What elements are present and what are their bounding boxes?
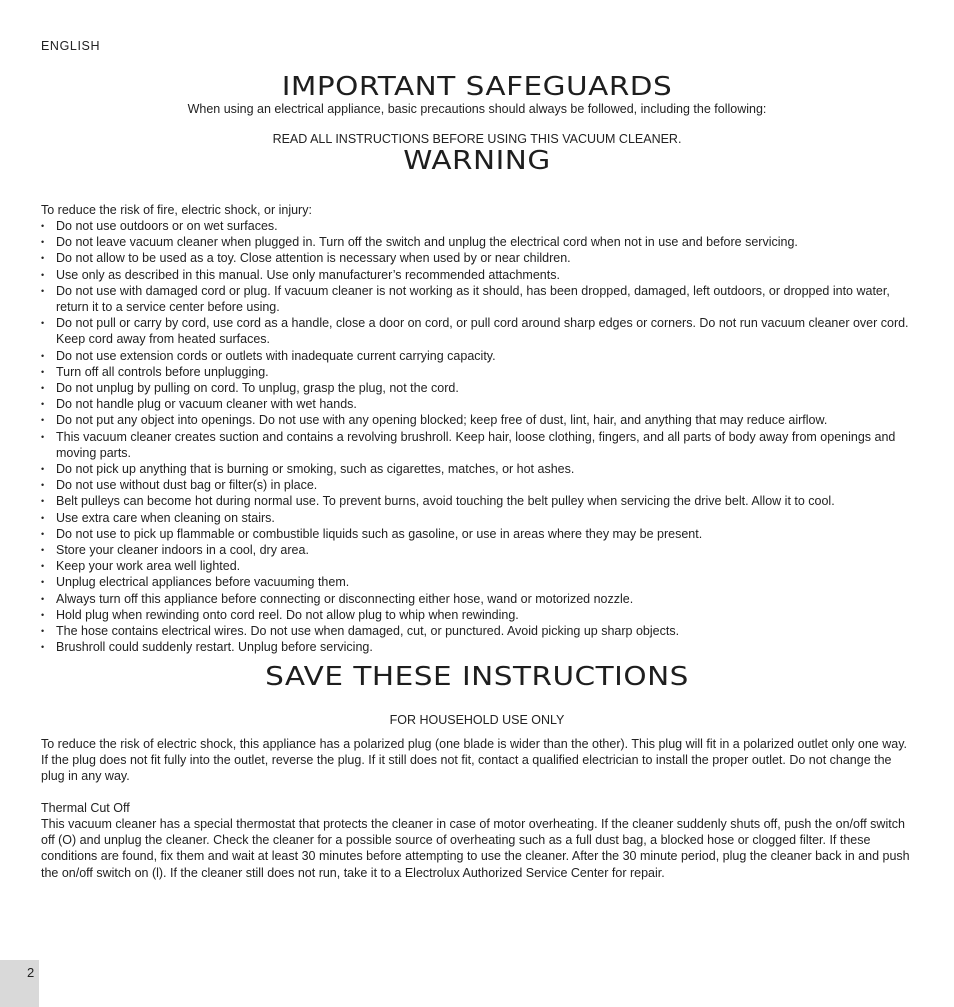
safeguard-item: • Do not leave vacuum cleaner when plugged in. Turn off the switch and unplug the electrical cord when not in use and before servicing. bbox=[41, 234, 915, 250]
safeguard-item: • Hold plug when rewinding onto cord reel. Do not allow plug to whip when rewinding. bbox=[41, 607, 915, 623]
warning-lead-text: To reduce the risk of fire, electric shock, or injury: bbox=[41, 203, 312, 217]
read-all-instructions-text: READ ALL INSTRUCTIONS BEFORE USING THIS VACUUM CLEANER. bbox=[272, 132, 682, 146]
safeguard-item: • The hose contains electrical wires. Do not use when damaged, cut, or punctured. Avoid picking up sharp objects. bbox=[41, 623, 915, 639]
safeguard-item: • Store your cleaner indoors in a cool, dry area. bbox=[41, 542, 915, 558]
polarized-plug-paragraph: To reduce the risk of electric shock, this appliance has a polarized plug (one blade is wider than the other). This plug will fit in a polarized outlet only one way. If the plug does not fit fully into the outlet, reverse the plug. If it still does not fit, contact a qualified electrician to install the proper outlet. Do not change the plug in any way. bbox=[41, 737, 907, 784]
safeguard-item: • Do not use to pick up flammable or combustible liquids such as gasoline, or use in areas where they may be present. bbox=[41, 526, 915, 542]
important-safeguards-title: IMPORTANT SAFEGUARDS bbox=[281, 71, 673, 101]
household-use-text: FOR HOUSEHOLD USE ONLY bbox=[389, 713, 565, 727]
thermal-cut-off-heading: Thermal Cut Off bbox=[41, 801, 130, 815]
safeguard-item: • Unplug electrical appliances before vacuuming them. bbox=[41, 574, 915, 590]
safeguard-item: • This vacuum cleaner creates suction and contains a revolving brushroll. Keep hair, loose clothing, fingers, and all parts of body away from openings and moving parts. bbox=[41, 429, 915, 461]
language-label: ENGLISH bbox=[41, 39, 101, 53]
safeguard-item: • Do not use with damaged cord or plug. If vacuum cleaner is not working as it should, has been dropped, damaged, left outdoors, or dropped into water, return it to a service center before using. bbox=[41, 283, 915, 315]
safeguard-item: • Do not use outdoors or on wet surfaces. bbox=[41, 218, 915, 234]
safeguard-item: • Do not put any object into openings. Do not use with any opening blocked; keep free of dust, lint, hair, and anything that may reduce airflow. bbox=[41, 412, 915, 428]
thermal-cut-off-paragraph: This vacuum cleaner has a special thermostat that protects the cleaner in case of motor overheating. If the cleaner suddenly shuts off, push the on/off switch off (O) and unplug the cleaner. Check the cleaner for a possible source of overheating such as a full dust bag, a blocked hose or clogged filter. If these conditions are found, fix them and wait at least 30 minutes before attempting to use the cleaner. After the 30 minute period, plug the cleaner back in and push the on/off switch on (l). If the cleaner still does not run, take it to a Electrolux Authorized Service Center for repair. bbox=[41, 817, 910, 880]
safeguard-item: • Do not use without dust bag or filter(s) in place. bbox=[41, 477, 915, 493]
safeguard-item: • Do not allow to be used as a toy. Close attention is necessary when used by or near children. bbox=[41, 250, 915, 266]
warning-title: WARNING bbox=[403, 145, 551, 175]
safeguard-item: • Belt pulleys can become hot during normal use. To prevent burns, avoid touching the belt pulley when servicing the drive belt. Allow it to cool. bbox=[41, 493, 915, 509]
safeguard-list bbox=[41, 218, 915, 655]
page-number-tab bbox=[0, 960, 39, 1007]
safeguard-item: • Do not pull or carry by cord, use cord as a handle, close a door on cord, or pull cord around sharp edges or corners. Do not run vacuum cleaner over cord. Keep cord away from heated surfaces. bbox=[41, 315, 915, 347]
safeguard-item: • Do not handle plug or vacuum cleaner with wet hands. bbox=[41, 396, 915, 412]
safeguard-item: • Use extra care when cleaning on stairs. bbox=[41, 510, 915, 526]
safeguard-item: • Keep your work area well lighted. bbox=[41, 558, 915, 574]
intro-text: When using an electrical appliance, basic precautions should always be followed, including the following: bbox=[187, 102, 767, 116]
safeguard-item: • Use only as described in this manual. Use only manufacturer’s recommended attachments. bbox=[41, 267, 915, 283]
page-number: 2 bbox=[27, 965, 35, 980]
safeguard-item: • Always turn off this appliance before connecting or disconnecting either hose, wand or motorized nozzle. bbox=[41, 591, 915, 607]
safeguard-item: • Turn off all controls before unplugging. bbox=[41, 364, 915, 380]
safeguard-item: • Brushroll could suddenly restart. Unplug before servicing. bbox=[41, 639, 915, 655]
safeguard-item: • Do not pick up anything that is burning or smoking, such as cigarettes, matches, or hot ashes. bbox=[41, 461, 915, 477]
safeguard-item: • Do not use extension cords or outlets with inadequate current carrying capacity. bbox=[41, 348, 915, 364]
safeguard-item: • Do not unplug by pulling on cord. To unplug, grasp the plug, not the cord. bbox=[41, 380, 915, 396]
save-instructions-title: SAVE THESE INSTRUCTIONS bbox=[265, 661, 689, 691]
